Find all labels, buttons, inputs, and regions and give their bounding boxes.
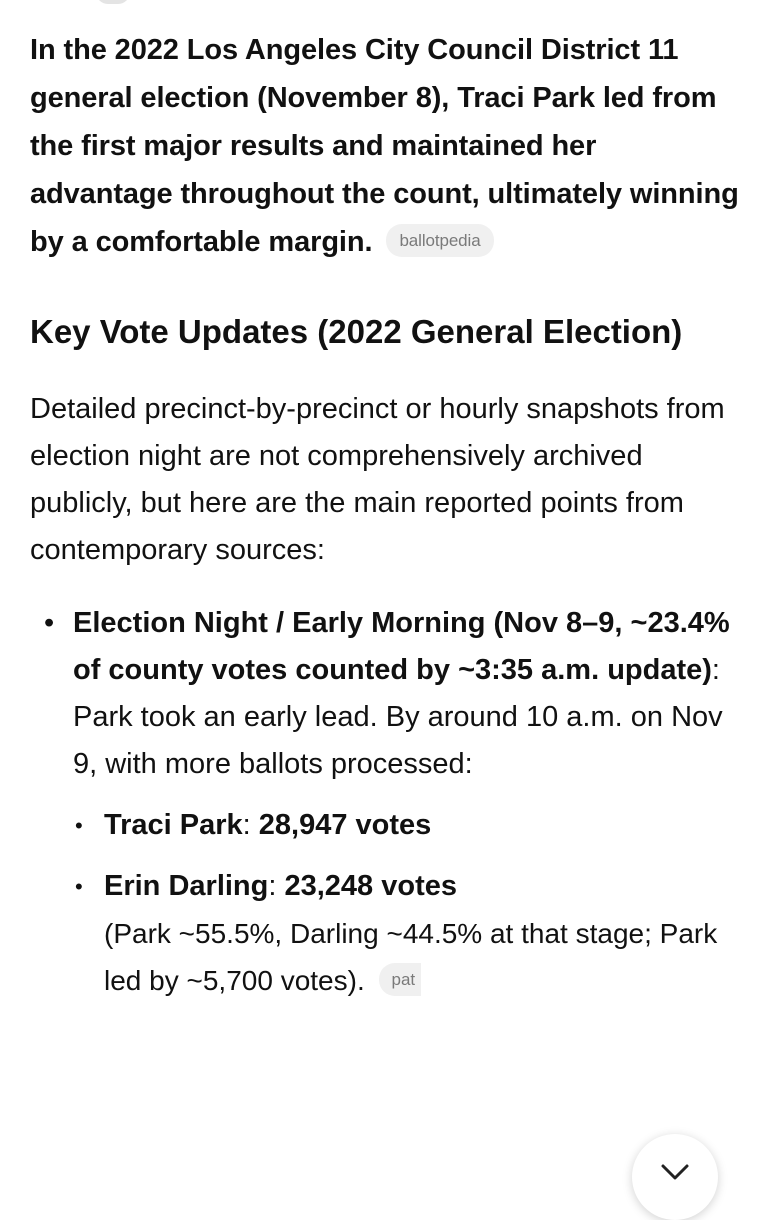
scroll-down-button[interactable]: [632, 1134, 718, 1220]
source-pill-ballotpedia[interactable]: ballotpedia: [386, 224, 493, 257]
summary-paragraph: [30, 26, 742, 266]
bullet-icon: •: [44, 607, 55, 639]
bullet-icon: •: [75, 874, 83, 899]
result-separator: :: [268, 870, 285, 902]
candidate-name: Traci Park: [104, 809, 243, 841]
candidate-votes: 28,947 votes: [258, 809, 432, 841]
source-pill-partial[interactable]: pat: [379, 963, 422, 996]
chevron-down-icon: [660, 1163, 690, 1181]
list-item: [73, 863, 742, 1004]
result-note-text: (Park ~55.5%, Darling ~44.5% at that stage; Park led by ~5,700 votes).: [104, 918, 718, 996]
results-list: [73, 802, 742, 1004]
candidate-name: Erin Darling: [104, 870, 269, 902]
updates-list: [30, 600, 742, 1004]
list-item: [73, 802, 742, 849]
section-intro: Detailed precinct-by-precinct or hourly snapshots from election night are not comprehensively archived publicly, but here are the main reported points from contemporary sources:: [30, 393, 725, 566]
result-separator: :: [242, 809, 259, 841]
bullet-icon: •: [75, 813, 83, 838]
message-content: [30, 26, 742, 1018]
update-separator: :: [711, 654, 720, 686]
update-title: Election Night / Early Morning (Nov 8–9, ~23.4% of county votes counted by ~3:35 a.m. update): [73, 607, 730, 686]
result-note: [104, 910, 742, 1004]
candidate-votes: 23,248 votes: [284, 870, 457, 902]
list-item: [30, 600, 742, 1004]
summary-text: In the 2022 Los Angeles City Council District 11 general election (November 8), Traci Park led from the first major results and maintained her advantage throughout the count, ultimately winning by a comfortable margin.: [30, 34, 739, 258]
previous-pill-fragment: [96, 0, 130, 4]
update-body: Park took an early lead. By around 10 a.m. on Nov 9, with more ballots processed:: [73, 701, 723, 780]
section-heading: Key Vote Updates (2022 General Election): [30, 313, 683, 350]
